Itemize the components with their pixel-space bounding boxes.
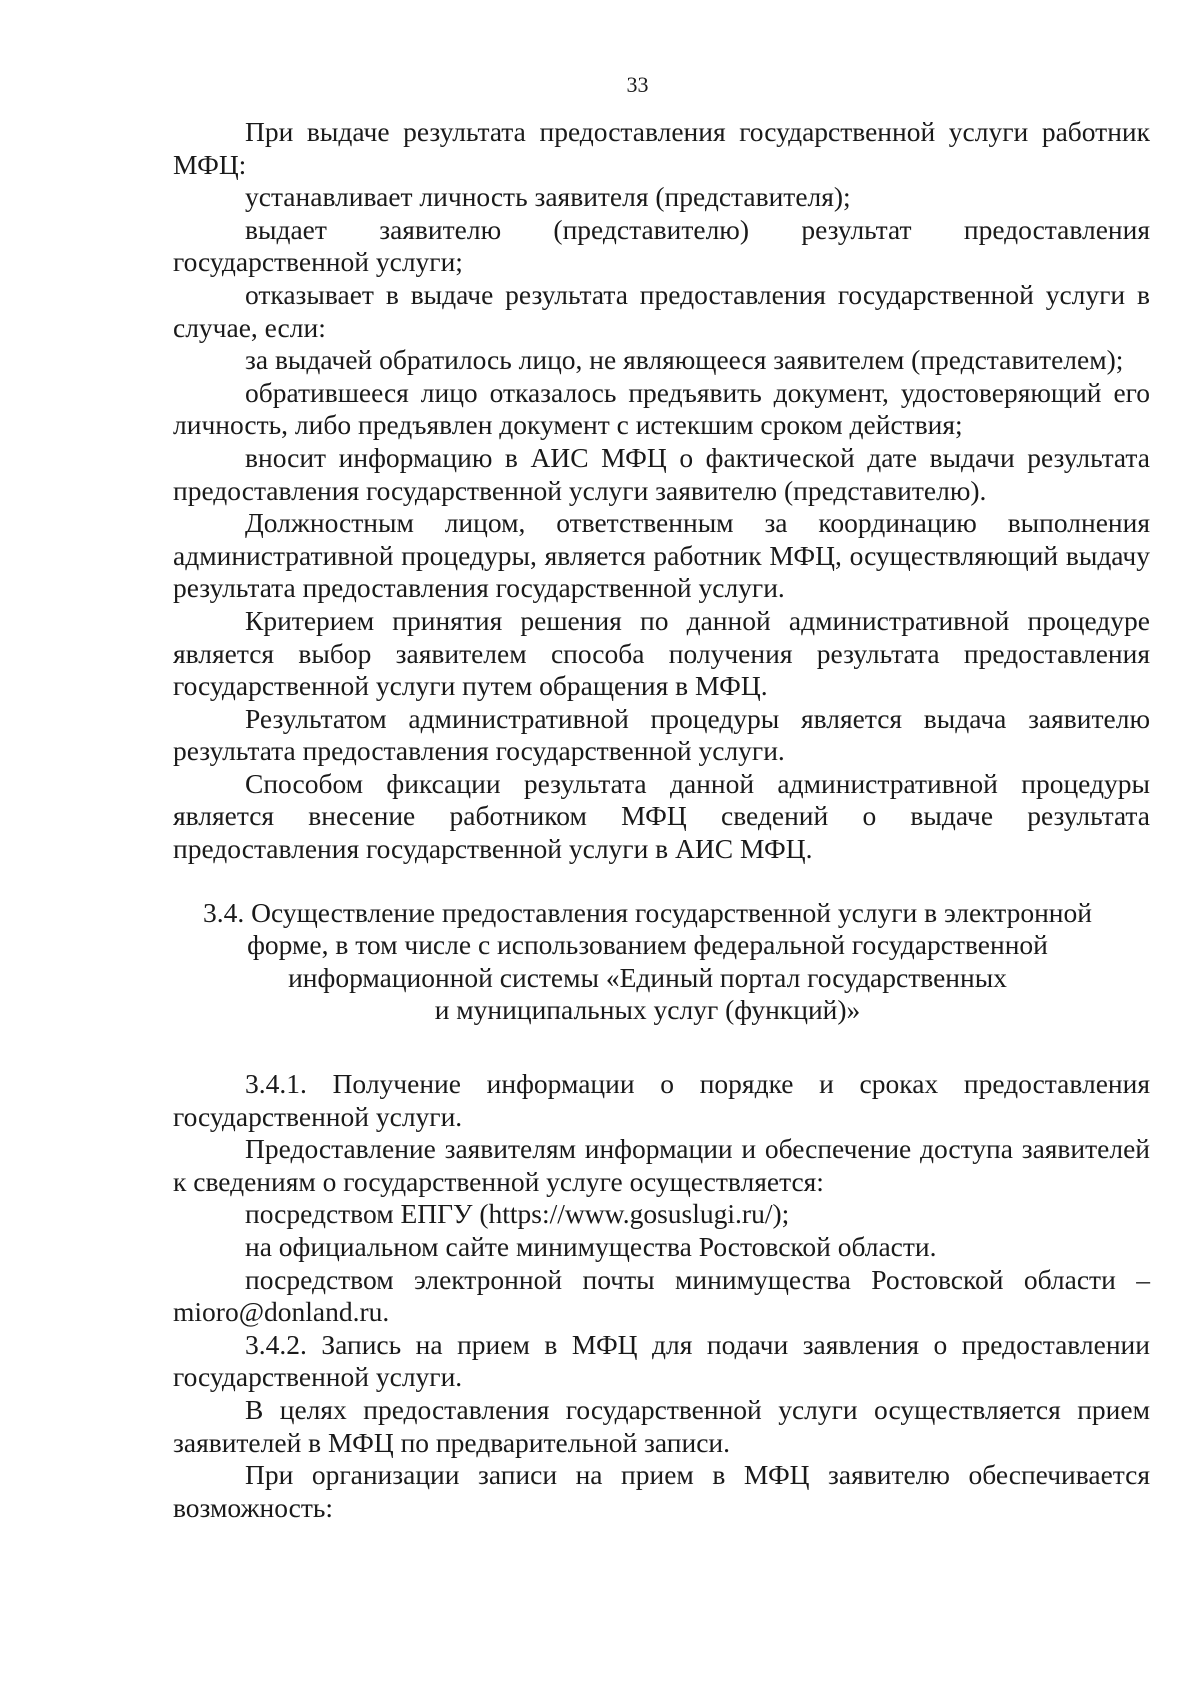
paragraph-appointment-purpose: В целях предоставления государственной услуги осуществляется прием заявителей в МФЦ по предварительной записи. [173, 1393, 1150, 1458]
paragraph-record-issue-date: вносит информацию в АИС МФЦ о фактической дате выдачи результата предоставления государственной услуги заявителю (представителю). [173, 441, 1150, 506]
paragraph-issue-result: выдает заявителю (представителю) результат предоставления государственной услуги; [173, 213, 1150, 278]
paragraph-info-provision: Предоставление заявителям информации и обеспечение доступа заявителей к сведениям о государственной услуге осуществляется: [173, 1133, 1150, 1197]
document-body [173, 116, 1150, 1524]
paragraph-issuance-intro: При выдаче результата предоставления государственной услуги работник МФЦ: [173, 116, 1150, 180]
section-heading-line: 3.4. Осуществление предоставления государственной услуги в электронной [203, 896, 1092, 928]
paragraph-fixation-method: Способом фиксации результата данной административной процедуры является внесение работником МФЦ сведений о выдаче результата предоставления государственной услуги в АИС МФЦ. [173, 767, 1150, 865]
paragraph-refuse-issue: отказывает в выдаче результата предоставления государственной услуги в случае, если: [173, 278, 1150, 343]
section-heading-line: информационной системы «Единый портал государственных [288, 961, 1007, 993]
paragraph-identify-applicant: устанавливает личность заявителя (представителя); [245, 181, 851, 213]
paragraph-official-site: на официальном сайте минимущества Ростовской области. [245, 1231, 937, 1262]
section-heading-line: форме, в том числе с использованием федеральной государственной [247, 929, 1048, 961]
paragraph-refusal-case-no-document: обратившееся лицо отказалось предъявить документ, удостоверяющий его личность, либо предъявлен документ с истекшим сроком действия; [173, 376, 1150, 441]
paragraph-decision-criterion: Критерием принятия решения по данной административной процедуре является выбор заявителем способа получения результата предоставления государственной услуги путем обращения в МФЦ. [173, 604, 1150, 702]
section-heading-line: и муниципальных услуг (функций)» [434, 994, 861, 1026]
paragraph-refusal-case-wrong-person: за выдачей обратилось лицо, не являющееся заявителем (представителем); [245, 344, 1124, 376]
paragraph-responsible-official: Должностным лицом, ответственным за координацию выполнения административной процедуры, является работник МФЦ, осуществляющий выдачу результата предоставления государственной услуги. [173, 507, 1150, 604]
page-number: 33 [626, 72, 649, 97]
section-heading-3-4 [173, 897, 1150, 1027]
paragraph-3-4-2: 3.4.2. Запись на прием в МФЦ для подачи заявления о предоставлении государственной услуги. [173, 1328, 1150, 1393]
paragraph-3-4-1: 3.4.1. Получение информации о порядке и сроках предоставления государственной услуги. [173, 1068, 1150, 1132]
paragraph-via-epgu: посредством ЕПГУ (https://www.gosuslugi.ru/); [245, 1198, 790, 1230]
paragraph-appointment-possibility: При организации записи на прием в МФЦ заявителю обеспечивается возможность: [173, 1459, 1150, 1523]
paragraph-via-email: посредством электронной почты минимущества Ростовской области – mioro@donland.ru. [173, 1263, 1150, 1328]
paragraph-procedure-result: Результатом административной процедуры является выдача заявителю результата предоставления государственной услуги. [173, 702, 1150, 767]
